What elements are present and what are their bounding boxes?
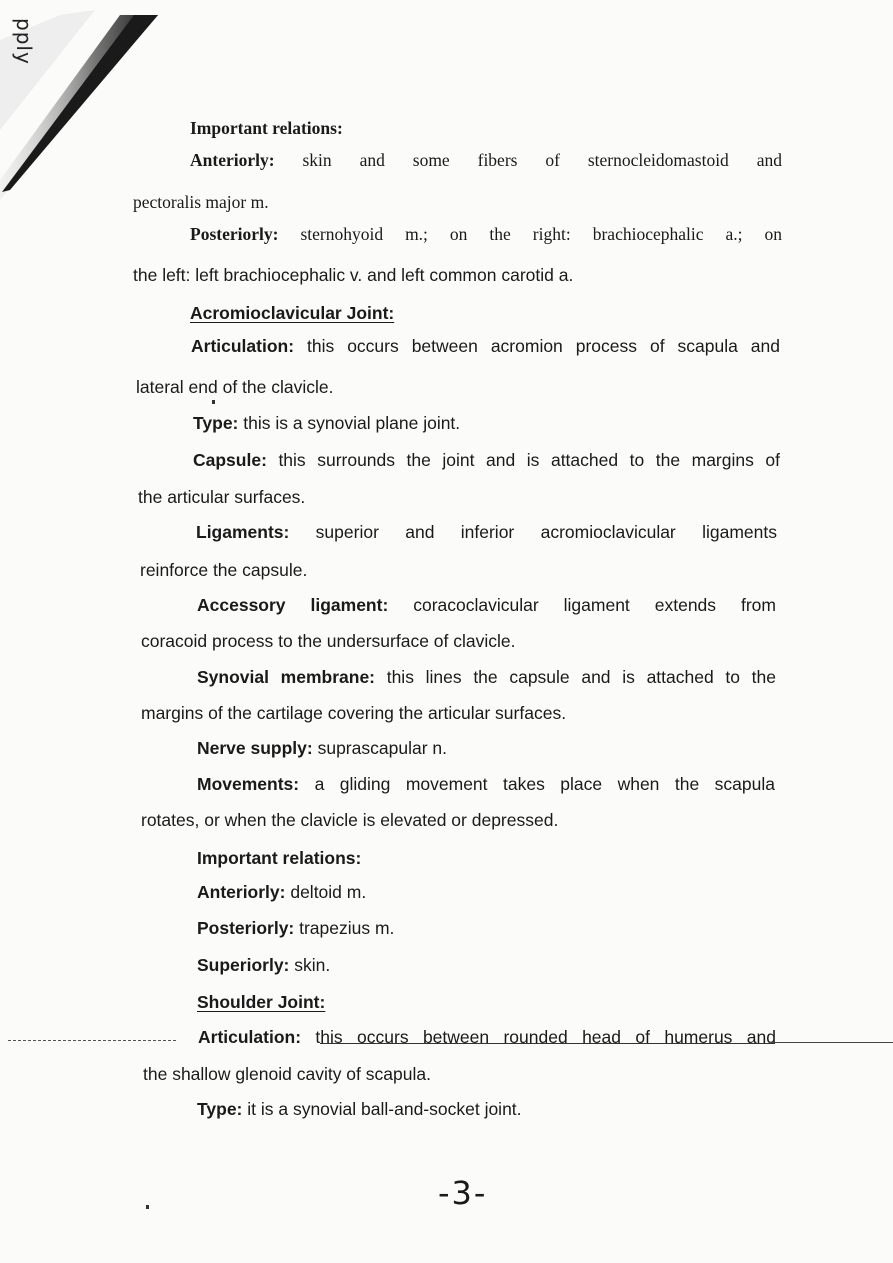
scan-speck-bottom [146, 1205, 149, 1209]
text-type: this is a synovial plane joint. [238, 413, 461, 433]
label-movements: Movements: [197, 774, 300, 794]
line-articulation-cont: lateral end of the clavicle. [136, 377, 334, 397]
label-anteriorly-2: Anteriorly: [197, 882, 286, 902]
heading-shoulder-joint: Shoulder Joint: [197, 992, 326, 1012]
line-capsule [193, 448, 780, 472]
text-accessory-ligament: coracoclavicular ligament extends from [388, 595, 776, 615]
text-movements: a gliding movement takes place when the scapula [299, 774, 775, 794]
text-capsule: this surrounds the joint and is attached to the margins of [266, 450, 780, 470]
label-posteriorly-2: Posteriorly: [197, 918, 295, 938]
label-type: Type: [193, 413, 239, 433]
label-accessory-ligament: Accessory ligament: [197, 595, 389, 615]
text-synovial-membrane: this lines the capsule and is attached to the [375, 667, 777, 687]
label-shoulder-articulation: Articulation: [198, 1027, 302, 1047]
label-synovial-membrane: Synovial membrane: [197, 667, 376, 687]
line-2 [190, 148, 782, 172]
line-movements [197, 772, 775, 796]
label-articulation: Articulation: [191, 336, 295, 356]
line-capsule-cont: the articular surfaces. [138, 487, 306, 507]
text-posteriorly-2: trapezius m. [294, 918, 395, 938]
label-posteriorly: Posteriorly: [190, 224, 279, 244]
text-anteriorly-2: deltoid m. [285, 882, 367, 902]
page-number: -3- [438, 1174, 488, 1212]
label-anteriorly: Anteriorly: [190, 150, 275, 170]
text-ligaments: superior and inferior acromioclavicular ligaments [289, 522, 777, 542]
line-ligaments [196, 520, 777, 544]
label-superiorly: Superiorly: [197, 955, 290, 975]
label-ligaments: Ligaments: [196, 522, 290, 542]
line-shoulder-articulation [198, 1025, 776, 1049]
cut-off-margin-text: pply [12, 18, 36, 65]
line-anteriorly-2 [197, 880, 366, 904]
text-articulation: this occurs between acromion process of scapula and [294, 336, 780, 356]
line-accessory-ligament [197, 593, 776, 617]
line-shoulder-type [197, 1097, 522, 1121]
text-nerve-supply: suprascapular n. [312, 738, 447, 758]
line-shoulder-articulation-cont: the shallow glenoid cavity of scapula. [143, 1064, 431, 1084]
scan-strike-line [320, 1043, 775, 1044]
label-nerve-supply: Nerve supply: [197, 738, 313, 758]
heading-important-relations: Important relations: [190, 118, 343, 138]
line-3: pectoralis major m. [133, 192, 269, 212]
line-superiorly [197, 953, 330, 977]
line-synovial-membrane [197, 665, 776, 689]
line-ligaments-cont: reinforce the capsule. [140, 560, 308, 580]
label-shoulder-type: Type: [197, 1099, 243, 1119]
text-posteriorly: sternohyoid m.; on the right: brachiocephalic a.; on [278, 224, 782, 244]
text-shoulder-articulation: this occurs between rounded head of humerus and [301, 1027, 776, 1047]
line-nerve-supply [197, 736, 447, 760]
heading-acromioclavicular-joint: Acromioclavicular Joint: [190, 303, 395, 323]
text-shoulder-type: it is a synovial ball-and-socket joint. [242, 1099, 522, 1119]
line-type [193, 411, 460, 435]
line-articulation [191, 334, 780, 358]
line-accessory-ligament-cont: coracoid process to the undersurface of clavicle. [141, 631, 516, 651]
line-4 [190, 222, 782, 246]
line-movements-cont: rotates, or when the clavicle is elevated or depressed. [141, 810, 559, 830]
heading-important-relations-2: Important relations: [197, 848, 362, 868]
text-anteriorly: skin and some fibers of sternocleidomastoid and [274, 150, 782, 170]
label-capsule: Capsule: [193, 450, 267, 470]
line-posteriorly-2 [197, 916, 394, 940]
text-superiorly: skin. [289, 955, 331, 975]
scan-speck [212, 400, 215, 404]
line-synovial-membrane-cont: margins of the cartilage covering the articular surfaces. [141, 703, 567, 723]
line-5: the left: left brachiocephalic v. and left common carotid a. [133, 265, 574, 285]
scan-dashed-line-left [8, 1040, 176, 1041]
scan-line-right [770, 1042, 893, 1043]
line-1 [190, 116, 343, 140]
